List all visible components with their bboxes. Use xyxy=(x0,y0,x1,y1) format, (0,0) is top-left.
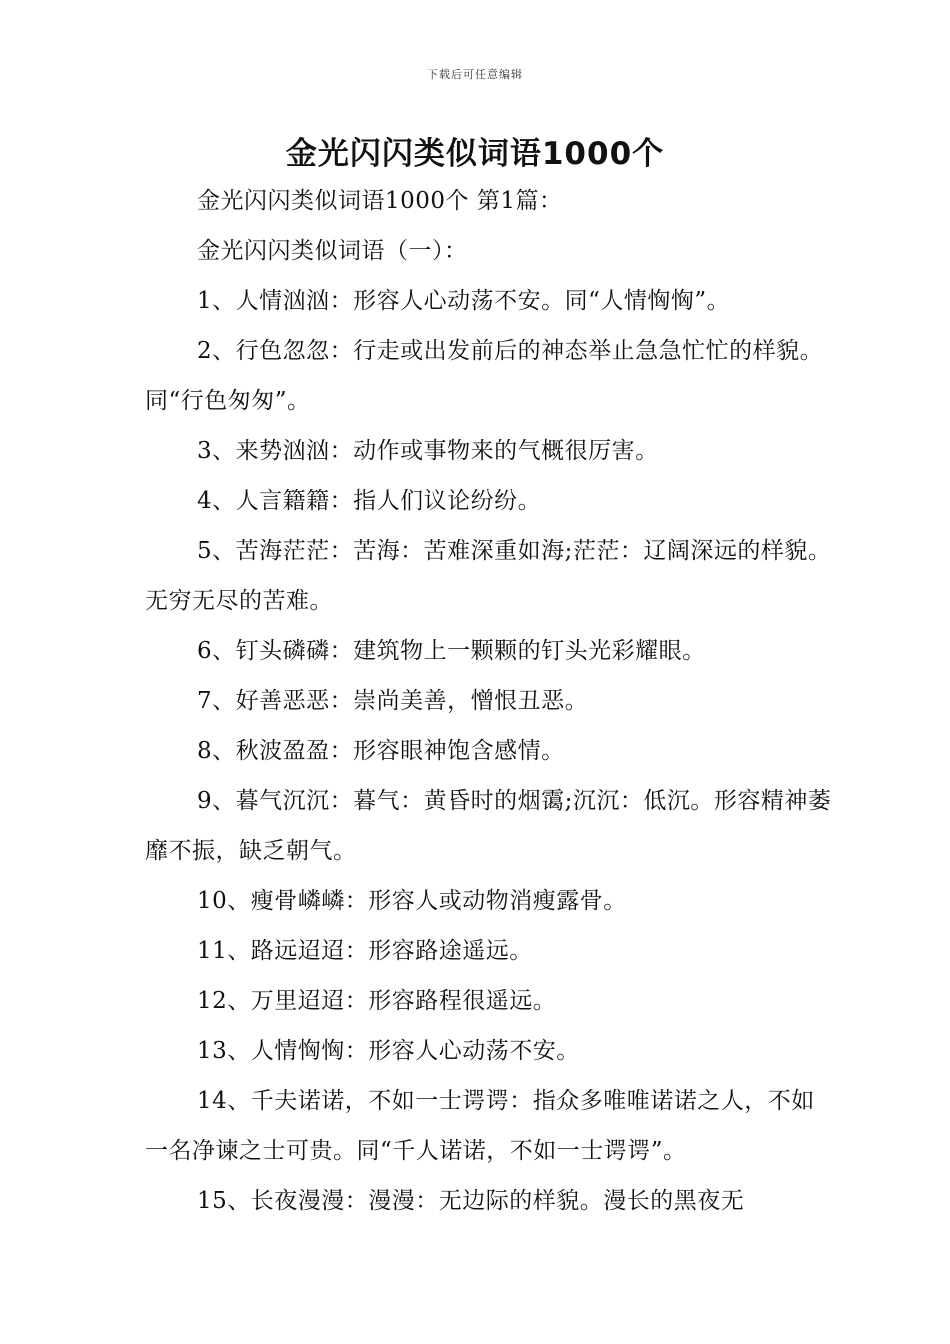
header-note: 下载后可任意编辑 xyxy=(427,68,523,81)
list-item: 14、千夫诺诺，不如一士谔谔：指众多唯唯诺诺之人，不如一名净谏之士可贵。同“千人诺诺，不如一士谔谔”。 xyxy=(145,1088,815,1164)
list-item: 9、暮气沉沉：暮气：黄昏时的烟霭;沉沉：低沉。形容精神萎靡不振，缺乏朝气。 xyxy=(145,788,832,864)
list-item: 7、好善恶恶：崇尚美善，憎恨丑恶。 xyxy=(197,688,589,714)
list-item: 6、钉头磷磷：建筑物上一颗颗的钉头光彩耀眼。 xyxy=(197,638,706,664)
list-item: 3、来势汹汹：动作或事物来的气概很厉害。 xyxy=(197,438,659,464)
list-item: 2、行色忽忽：行走或出发前后的神态举止急急忙忙的样貌。同“行色匆匆”。 xyxy=(145,338,824,414)
list-item: 4、人言籍籍：指人们议论纷纷。 xyxy=(197,488,542,514)
list-item: 1、人情汹汹：形容人心动荡不安。同“人情恟恟”。 xyxy=(197,288,731,314)
list-item: 10、瘦骨嶙嶙：形容人或动物消瘦露骨。 xyxy=(197,888,627,914)
list-item: 12、万里迢迢：形容路程很遥远。 xyxy=(197,988,557,1014)
document-body xyxy=(145,176,835,1226)
list-item: 8、秋波盈盈：形容眼神饱含感情。 xyxy=(197,738,565,764)
paragraph-section-heading: 金光闪闪类似词语（一）： xyxy=(197,238,468,264)
paragraph-intro: 金光闪闪类似词语1000个 第1篇： xyxy=(197,188,563,214)
list-item: 15、长夜漫漫：漫漫：无边际的样貌。漫长的黑夜无 xyxy=(197,1188,745,1214)
list-item: 13、人情恟恟：形容人心动荡不安。 xyxy=(197,1038,580,1064)
list-item: 5、苦海茫茫：苦海：苦难深重如海;茫茫：辽阔深远的样貌。无穷无尽的苦难。 xyxy=(145,538,832,614)
page-title: 金光闪闪类似词语1000个 xyxy=(285,136,665,172)
list-item: 11、路远迢迢：形容路途遥远。 xyxy=(197,938,533,964)
